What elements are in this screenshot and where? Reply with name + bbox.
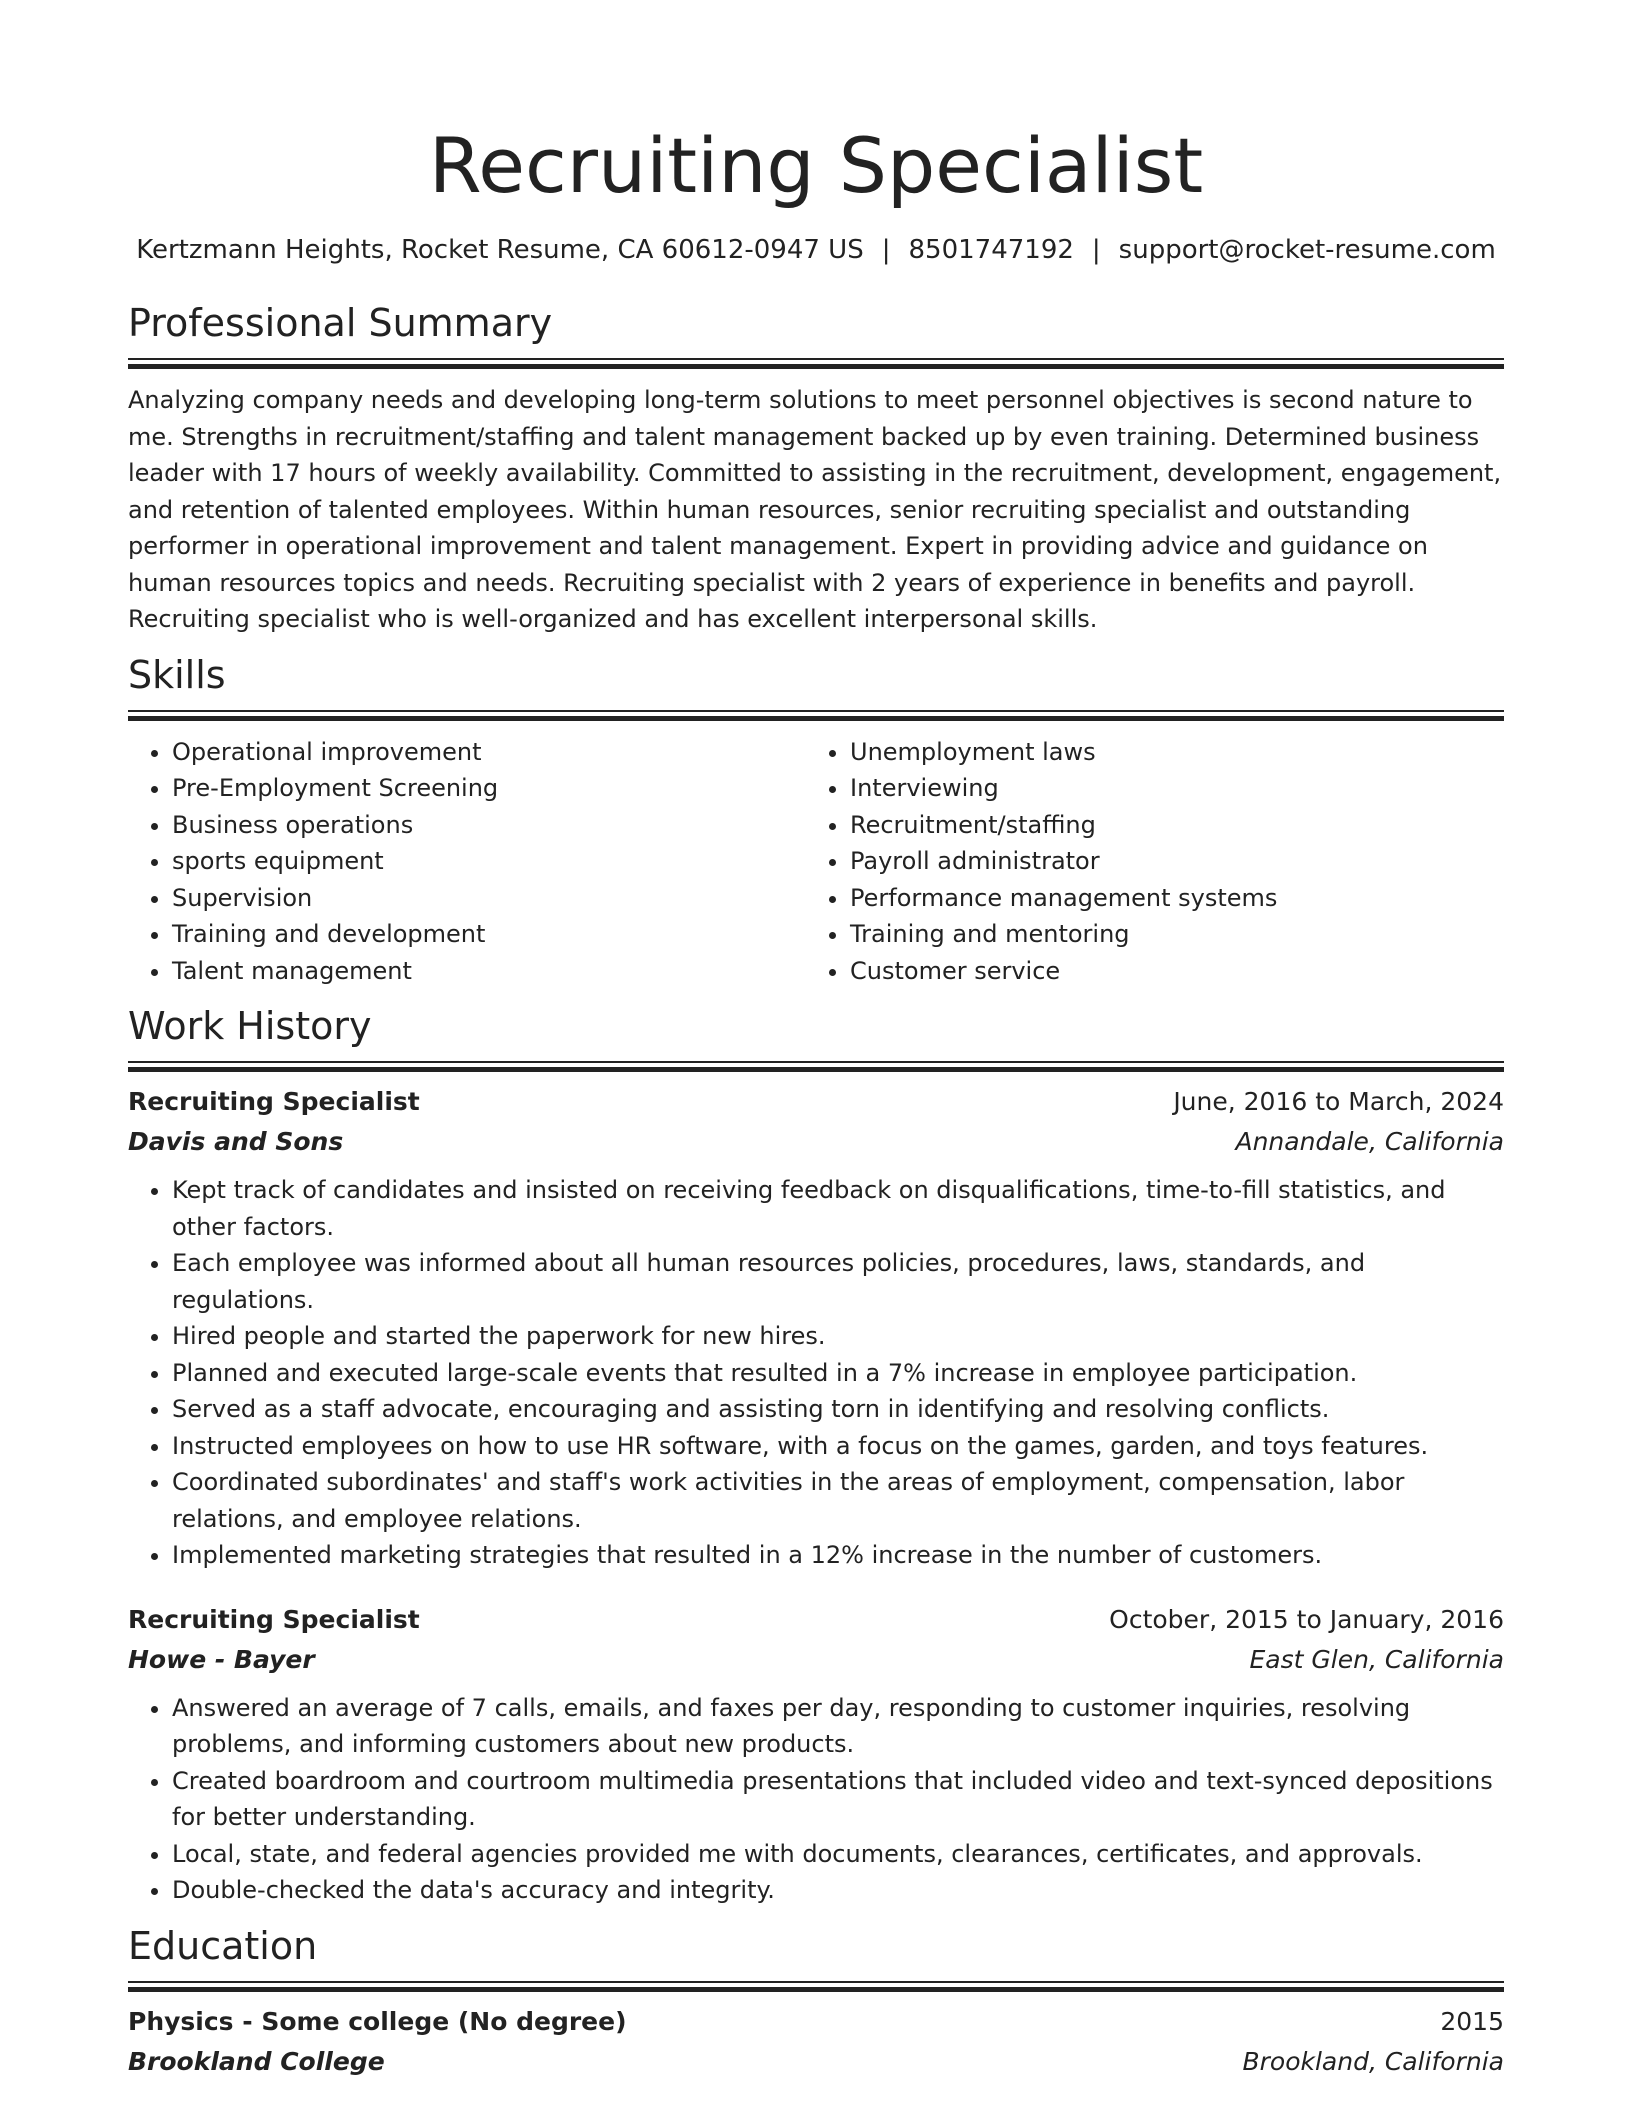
skill-item: • Operational improvement: [172, 734, 806, 771]
section-title-skills: Skills: [128, 652, 226, 697]
job-dates: June, 2016 to March, 2024: [1173, 1087, 1504, 1116]
job-subheader: [128, 1126, 1504, 1158]
skill-item: • Unemployment laws: [850, 734, 1484, 771]
school-name: Brookland College: [128, 2046, 385, 2076]
job-location: Annandale, California: [1235, 1127, 1504, 1156]
job-bullet: • Created boardroom and courtroom multimedia presentations that included video and text-synced depositions for better understanding.: [172, 1763, 1504, 1836]
skill-item: • Training and development: [172, 916, 806, 953]
skill-item: • Recruitment/staffing: [850, 807, 1484, 844]
skill-item: • Supervision: [172, 880, 806, 917]
job-bullet: • Planned and executed large-scale events that resulted in a 7% increase in employee participation.: [172, 1355, 1504, 1392]
skills-column-left: [128, 734, 806, 990]
section-title-summary: Professional Summary: [128, 301, 553, 345]
skill-item: • Performance management systems: [850, 880, 1484, 917]
education-entry: [128, 2006, 1504, 2078]
education-subheader: [128, 2046, 1504, 2078]
job-bullet: • Coordinated subordinates' and staff's work activities in the areas of employment, compensation, labor relations, and employee relations.: [172, 1464, 1504, 1537]
company-name: Howe - Bayer: [128, 1644, 315, 1674]
job-title: Recruiting Specialist: [128, 1087, 420, 1116]
job-bullets: [128, 1172, 1504, 1574]
skill-item: • Customer service: [850, 953, 1484, 990]
summary-text: Analyzing company needs and developing long-term solutions to meet personnel objectives is second nature to me. Strengths in recruitment/staffing and talent management backed up by even training. Determined business leader with 17 hours of weekly availability. Committed to assisting in the recruitment, development, engagement, and retention of talented employees. Within human resources, senior recruiting specialist and outstanding performer in operational improvement and talent management. Expert in providing advice and guidance on human resources topics and needs. Recruiting specialist with 2 years of experience in benefits and payroll. Recruiting specialist who is well-organized and has excellent interpersonal skills.: [128, 386, 1502, 633]
job-bullet: • Served as a staff advocate, encouraging and assisting torn in identifying and resolving conflicts.: [172, 1391, 1504, 1428]
job-header: [128, 1086, 1504, 1118]
phone: 8501747192: [908, 235, 1074, 265]
skills-list: [128, 734, 1504, 990]
skill-item: • Pre-Employment Screening: [172, 770, 806, 807]
job-subheader: [128, 1644, 1504, 1676]
skills-column-right: [806, 734, 1484, 990]
job-bullets: [128, 1690, 1504, 1909]
company-name: Davis and Sons: [128, 1127, 344, 1156]
skill-item: • Payroll administrator: [850, 843, 1484, 880]
degree: Physics - Some college (No degree): [128, 2006, 627, 2036]
section-divider: [128, 710, 1504, 721]
contact-line: [128, 234, 1504, 266]
job-bullet: • Instructed employees on how to use HR software, with a focus on the games, garden, and toys features.: [172, 1428, 1504, 1465]
skill-item: • sports equipment: [172, 843, 806, 880]
job-title: Recruiting Specialist: [128, 1604, 420, 1634]
job-header: [128, 1604, 1504, 1636]
skill-item: • Interviewing: [850, 770, 1484, 807]
job-dates: October, 2015 to January, 2016: [1109, 1604, 1504, 1634]
skill-item: • Business operations: [172, 807, 806, 844]
resume-page: [128, 0, 1504, 2078]
job-bullet: • Local, state, and federal agencies provided me with documents, clearances, certificates, and approvals.: [172, 1836, 1504, 1873]
job-bullet: • Hired people and started the paperwork for new hires.: [172, 1318, 1504, 1355]
address: Kertzmann Heights, Rocket Resume, CA 60612-0947 US: [136, 235, 864, 265]
job-bullet: • Answered an average of 7 calls, emails, and faxes per day, responding to customer inquiries, resolving problems, and informing customers about new products.: [172, 1690, 1504, 1763]
job-entry: [128, 1604, 1504, 1909]
graduation-year: 2015: [1440, 2006, 1504, 2036]
section-title-education: Education: [128, 1923, 318, 1968]
job-bullet: • Each employee was informed about all human resources policies, procedures, laws, standards, and regulations.: [172, 1245, 1504, 1318]
email: support@rocket-resume.com: [1118, 235, 1496, 265]
education-header: [128, 2006, 1504, 2038]
job-bullet: • Double-checked the data's accuracy and integrity.: [172, 1872, 1504, 1909]
skill-item: • Talent management: [172, 953, 806, 990]
section-divider: [128, 358, 1504, 369]
job-location: East Glen, California: [1249, 1644, 1504, 1674]
job-entry: [128, 1086, 1504, 1574]
contact-separator: |: [1091, 235, 1101, 265]
resume-name: Recruiting Specialist: [428, 121, 1204, 210]
contact-separator: |: [881, 235, 891, 265]
section-divider: [128, 1981, 1504, 1992]
school-location: Brookland, California: [1242, 2046, 1504, 2076]
section-title-work-history: Work History: [128, 1004, 372, 1048]
skill-item: • Training and mentoring: [850, 916, 1484, 953]
job-bullet: • Kept track of candidates and insisted on receiving feedback on disqualifications, time-to-fill statistics, and other factors.: [172, 1172, 1504, 1245]
section-divider: [128, 1061, 1504, 1072]
job-bullet: • Implemented marketing strategies that resulted in a 12% increase in the number of customers.: [172, 1537, 1504, 1574]
